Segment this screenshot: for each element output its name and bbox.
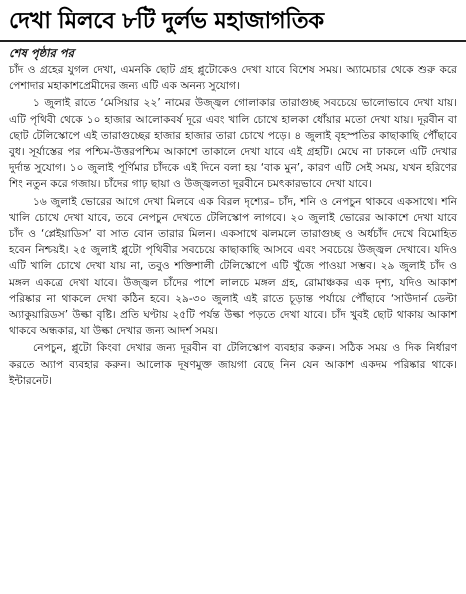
continued-from-label: শেষ পৃষ্ঠার পর <box>9 46 74 60</box>
article-paragraph: নেপচুন, প্লুটো কিংবা দেখার জন্য দূরবীন বা টেলিস্কোপ ব্যবহার করুন। সঠিক সময় ও দিক নির্ধারণ করতে অ্যাপ ব্যবহার করুন। আলোক দূষণমুক্ত জায়গা বেছে নিন যেন আকাশ একদম পরিষ্কার থাকে। ইন্টারনেট। <box>9 342 457 387</box>
article-paragraph: ১৬ জুলাই ভোরের আগে দেখা মিলবে এক বিরল দৃশ্যের– চাঁদ, শনি ও নেপচুন থাকবে একসাথে। শনি খালি চোখে দেখা যাবে, তবে নেপচুন দেখতে টেলিস্কোপ লাগবে। ২০ জুলাই ভোরের আকাশে দেখা যাবে চাঁদ ও ‘প্লেইয়াডিস’ বা সাত বোন তারার মিলন। একসাথে ঝলমলে তারাগুচ্ছ ও অর্ধচাঁদ দেখে বিমোহিত হবেন নিশ্চয়ই। ২৫ জুলাই প্লুটো পৃথিবীর সবচেয়ে কাছাকাছি আসবে এবং সবচেয়ে উজ্জ্বল দেখাবে। যদিও এটি খালি চোখে দেখা যায় না, তবুও শক্তিশালী টেলিস্কোপে এটি খুঁজে পাওয়া সম্ভব। ২৯ জুলাই চাঁদ ও মঙ্গল একত্রে দেখা যাবে। উজ্জ্বল চাঁদের পাশে লালচে মঙ্গল গ্রহ, রোমাঞ্চকর এক দৃশ্য, যদিও আকাশ পরিষ্কার না থাকলে দেখা কঠিন হবে। ২৯-৩০ জুলাই এই রাতে চূড়ান্ত পর্যায়ে পৌঁছাবে ‘সাউদার্ন ডেল্টা অ্যাকুয়ারিডস’ উল্কা বৃষ্টি। প্রতি ঘণ্টায় ২৫টি পর্যন্ত উল্কা পড়তে দেখা যাবে। চাঁদ খুবই ছোট থাকায় আকাশ থাকবে অন্ধকার, যা উল্কা দেখার জন্য আদর্শ সময়। <box>9 195 457 338</box>
headline: দেখা মিলবে ৮টি দুর্লভ মহাজাগতিক <box>9 8 324 34</box>
article-paragraph: ১ জুলাই রাতে ‘মেসিয়ার ২২’ নামের উজ্জ্বল গোলাকার তারাগুচ্ছ সবচেয়ে ভালোভাবে দেখা যায়। এটি পৃথিবী থেকে ১০ হাজার আলোকবর্ষ দূরে এবং খালি চোখে হালকা ধোঁয়ার মতো দেখা যায়। দূরবীন বা ছোট টেলিস্কোপে এই তারাগুচ্ছের হাজার হাজার তারা চোখে পড়ে। ৪ জুলাই বৃহস্পতির কাছাকাছি পৌঁছাবে বুধ। সূর্যাস্তের পর পশ্চিম-উত্তরপশ্চিম আকাশে তাকালে দেখা যাবে এই গ্রহটি। মেঘে না ঢাকলে এটি দেখার দুর্দান্ত সুযোগ। ১০ জুলাই পূর্ণিমার চাঁদকে এই দিনে বলা হয় ‘বাক মুন’, কারণ এটি সেই সময়, যখন হরিণের শিং নতুন করে গজায়। চাঁদের গাঢ় ছায়া ও উজ্জ্বলতা দূরবীনে চমৎকারভাবে দেখা যাবে। <box>9 97 457 191</box>
headline-divider <box>0 40 466 42</box>
article-page <box>0 6 466 594</box>
article-paragraph: চাঁদ ও গ্রহের যুগল দেখা, এমনকি ছোট গ্রহ প্লুটোকেও দেখা যাবে বিশেষ সময়। অ্যামেচার থেকে শুরু করে পেশাদার মহাকাশপ্রেমীদের জন্য এটি এক অনন্য সুযোগ। <box>9 64 457 93</box>
